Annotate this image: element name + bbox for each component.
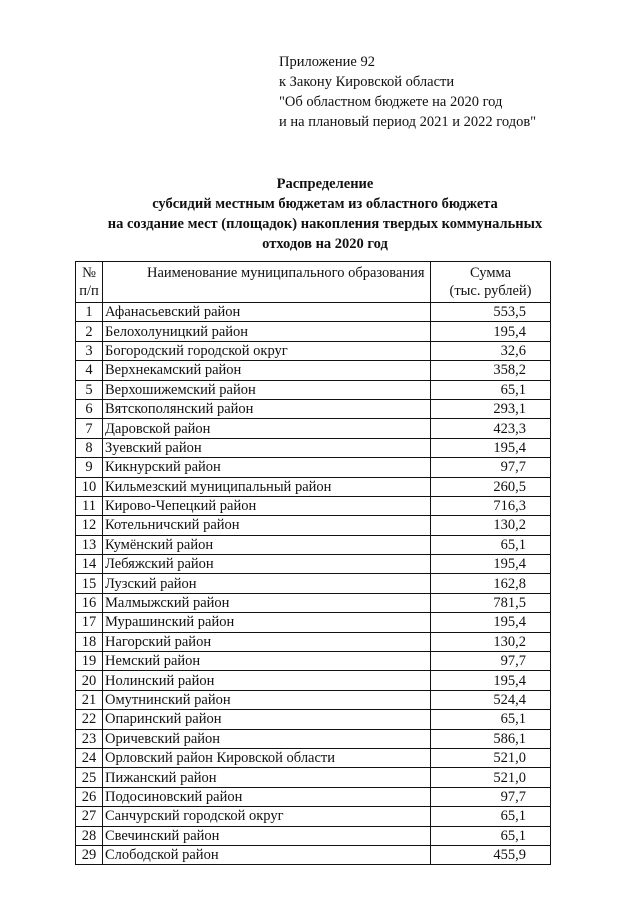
row-number: 9 [76, 458, 103, 477]
row-number: 23 [76, 729, 103, 748]
row-amount: 195,4 [431, 438, 551, 457]
row-municipality: Слободской район [103, 845, 431, 864]
row-municipality: Оричевский район [103, 729, 431, 748]
title-line-3: на создание мест (площадок) накопления твердых коммунальных [107, 216, 543, 232]
row-amount: 195,4 [431, 322, 551, 341]
table-row [76, 845, 551, 864]
table-row [76, 671, 551, 690]
row-amount: 65,1 [431, 535, 551, 554]
table-row [76, 341, 551, 360]
header-number-line-2: п/п [79, 283, 99, 299]
row-municipality: Немский район [103, 652, 431, 671]
row-number: 13 [76, 535, 103, 554]
row-amount: 130,2 [431, 516, 551, 535]
table-row [76, 574, 551, 593]
row-municipality: Афанасьевский район [103, 303, 431, 322]
row-number: 24 [76, 748, 103, 767]
row-number: 25 [76, 768, 103, 787]
header-number [76, 262, 103, 303]
table-row [76, 516, 551, 535]
table-row [76, 710, 551, 729]
row-amount: 524,4 [431, 690, 551, 709]
row-municipality: Пижанский район [103, 768, 431, 787]
row-number: 19 [76, 652, 103, 671]
row-number: 8 [76, 438, 103, 457]
table-row [76, 768, 551, 787]
appendix-header [279, 52, 536, 132]
row-amount: 65,1 [431, 710, 551, 729]
appendix-line-4: и на плановый период 2021 и 2022 годов" [279, 114, 537, 130]
table-row [76, 399, 551, 418]
row-amount: 195,4 [431, 555, 551, 574]
row-amount: 65,1 [431, 826, 551, 845]
subsidy-table [75, 261, 551, 865]
table-row [76, 787, 551, 806]
row-amount: 162,8 [431, 574, 551, 593]
title-line-2: субсидий местным бюджетам из областного бюджета [152, 196, 498, 212]
row-number: 14 [76, 555, 103, 574]
row-municipality: Орловский район Кировской области [103, 748, 431, 767]
row-municipality: Верхнекамский район [103, 361, 431, 380]
appendix-line-3: "Об областном бюджете на 2020 год [279, 94, 503, 110]
row-municipality: Кильмезский муниципальный район [103, 477, 431, 496]
row-amount: 781,5 [431, 593, 551, 612]
table-header-row [76, 262, 551, 303]
row-number: 28 [76, 826, 103, 845]
table-row [76, 535, 551, 554]
table-row [76, 690, 551, 709]
row-amount: 97,7 [431, 458, 551, 477]
row-municipality: Котельничский район [103, 516, 431, 535]
header-number-line-1: № [82, 265, 96, 281]
table-row [76, 458, 551, 477]
header-sum-line-1: Сумма [469, 265, 512, 281]
row-number: 5 [76, 380, 103, 399]
row-number: 29 [76, 845, 103, 864]
row-municipality: Кирово-Чепецкий район [103, 496, 431, 515]
row-amount: 423,3 [431, 419, 551, 438]
table-row [76, 438, 551, 457]
table-row [76, 496, 551, 515]
row-municipality: Свечинский район [103, 826, 431, 845]
row-municipality: Вятскополянский район [103, 399, 431, 418]
row-municipality: Лузский район [103, 574, 431, 593]
row-amount: 65,1 [431, 807, 551, 826]
row-municipality: Зуевский район [103, 438, 431, 457]
header-name: Наименование муниципального образования [103, 262, 431, 303]
row-municipality: Кикнурский район [103, 458, 431, 477]
title-line-1: Распределение [276, 176, 374, 192]
header-sum [431, 262, 551, 303]
row-amount: 260,5 [431, 477, 551, 496]
row-number: 15 [76, 574, 103, 593]
row-amount: 586,1 [431, 729, 551, 748]
table-row [76, 477, 551, 496]
row-amount: 521,0 [431, 768, 551, 787]
row-municipality: Малмыжский район [103, 593, 431, 612]
header-sum-line-2: (тыс. рублей) [449, 283, 532, 299]
appendix-line-2: к Закону Кировской области [279, 74, 455, 90]
row-amount: 293,1 [431, 399, 551, 418]
row-number: 1 [76, 303, 103, 322]
row-amount: 32,6 [431, 341, 551, 360]
table-row [76, 807, 551, 826]
table-row [76, 303, 551, 322]
row-amount: 553,5 [431, 303, 551, 322]
row-municipality: Нагорский район [103, 632, 431, 651]
row-amount: 195,4 [431, 613, 551, 632]
row-municipality: Кумёнский район [103, 535, 431, 554]
table-row [76, 652, 551, 671]
table-row [76, 826, 551, 845]
table-row [76, 419, 551, 438]
row-municipality: Мурашинский район [103, 613, 431, 632]
table-row [76, 748, 551, 767]
row-number: 26 [76, 787, 103, 806]
row-municipality: Верхошижемский район [103, 380, 431, 399]
appendix-line-1: Приложение 92 [279, 54, 375, 70]
row-number: 20 [76, 671, 103, 690]
row-municipality: Богородский городской округ [103, 341, 431, 360]
row-amount: 97,7 [431, 787, 551, 806]
row-number: 21 [76, 690, 103, 709]
row-number: 22 [76, 710, 103, 729]
row-number: 4 [76, 361, 103, 380]
row-municipality: Нолинский район [103, 671, 431, 690]
table-row [76, 729, 551, 748]
document-title [0, 174, 640, 254]
table-row [76, 632, 551, 651]
row-municipality: Белохолуницкий район [103, 322, 431, 341]
row-number: 3 [76, 341, 103, 360]
row-number: 7 [76, 419, 103, 438]
table-row [76, 361, 551, 380]
row-number: 27 [76, 807, 103, 826]
row-amount: 97,7 [431, 652, 551, 671]
row-number: 18 [76, 632, 103, 651]
row-number: 16 [76, 593, 103, 612]
row-number: 6 [76, 399, 103, 418]
row-municipality: Даровской район [103, 419, 431, 438]
row-municipality: Санчурский городской округ [103, 807, 431, 826]
row-number: 12 [76, 516, 103, 535]
row-municipality: Омутнинский район [103, 690, 431, 709]
table-body [76, 303, 551, 865]
row-number: 11 [76, 496, 103, 515]
row-amount: 130,2 [431, 632, 551, 651]
row-municipality: Опаринский район [103, 710, 431, 729]
row-amount: 65,1 [431, 380, 551, 399]
row-amount: 195,4 [431, 671, 551, 690]
table-row [76, 322, 551, 341]
table-row [76, 593, 551, 612]
title-line-4: отходов на 2020 год [262, 236, 388, 252]
row-number: 17 [76, 613, 103, 632]
row-number: 2 [76, 322, 103, 341]
table-row [76, 555, 551, 574]
row-amount: 358,2 [431, 361, 551, 380]
row-amount: 716,3 [431, 496, 551, 515]
row-amount: 521,0 [431, 748, 551, 767]
table-row [76, 613, 551, 632]
row-amount: 455,9 [431, 845, 551, 864]
table-row [76, 380, 551, 399]
row-municipality: Лебяжский район [103, 555, 431, 574]
row-number: 10 [76, 477, 103, 496]
row-municipality: Подосиновский район [103, 787, 431, 806]
